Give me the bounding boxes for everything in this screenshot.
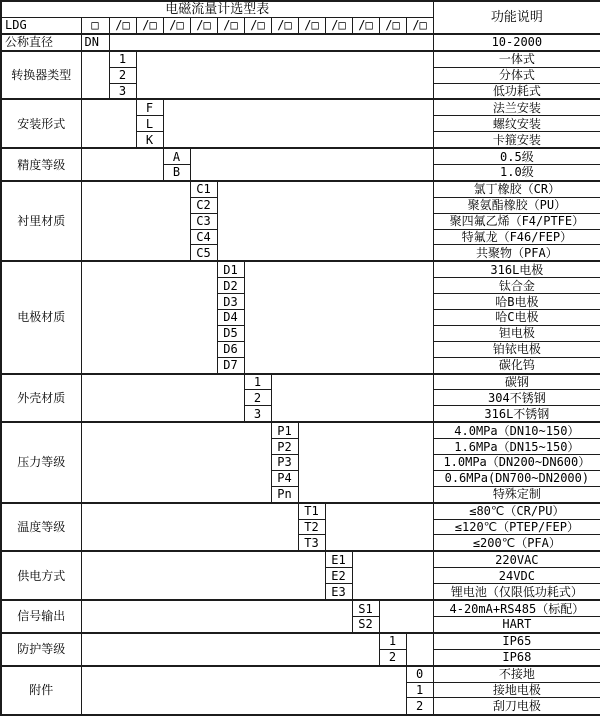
code-cell: D4 bbox=[217, 310, 244, 326]
code-cell: P1 bbox=[271, 422, 298, 438]
code-cell: D2 bbox=[217, 278, 244, 294]
empty-cell bbox=[352, 551, 433, 600]
desc-cell: 1.6MPa（DN15~150） bbox=[433, 439, 600, 455]
code-cell: T2 bbox=[298, 519, 325, 535]
empty-cell bbox=[217, 181, 433, 261]
desc-cell: 螺纹安装 bbox=[433, 116, 600, 132]
category-row bbox=[1, 99, 600, 115]
desc-cell: 钛合金 bbox=[433, 278, 600, 294]
code-cell: 1 bbox=[244, 374, 271, 390]
desc-cell: 共聚物（PFA） bbox=[433, 245, 600, 261]
code-cell: L bbox=[136, 116, 163, 132]
desc-cell: 刮刀电极 bbox=[433, 698, 600, 715]
code-cell: S2 bbox=[352, 616, 379, 632]
desc-cell: 碳化钨 bbox=[433, 357, 600, 373]
desc-cell: ≤80℃（CR/PU） bbox=[433, 503, 600, 519]
code-cell: 2 bbox=[109, 67, 136, 83]
code-cell: D3 bbox=[217, 294, 244, 310]
model-slot-box: /□ bbox=[136, 17, 163, 33]
category-row bbox=[1, 148, 600, 164]
category-label: 防护等级 bbox=[1, 633, 81, 666]
desc-cell: 4.0MPa（DN10~150） bbox=[433, 422, 600, 438]
empty-cell bbox=[81, 666, 406, 715]
category-row bbox=[1, 181, 600, 197]
code-cell: K bbox=[136, 132, 163, 148]
code-cell: 3 bbox=[109, 83, 136, 99]
model-slot-box: /□ bbox=[244, 17, 271, 33]
category-row bbox=[1, 551, 600, 567]
code-cell: C4 bbox=[190, 229, 217, 245]
empty-cell bbox=[109, 34, 433, 51]
desc-cell: 304不锈钢 bbox=[433, 390, 600, 406]
desc-cell: 聚氨酯橡胶（PU） bbox=[433, 197, 600, 213]
empty-cell bbox=[271, 374, 433, 423]
desc-cell: 220VAC bbox=[433, 551, 600, 567]
desc-cell: 特氟龙（F46/FEP） bbox=[433, 229, 600, 245]
desc-cell: 铂铱电极 bbox=[433, 341, 600, 357]
code-cell: Pn bbox=[271, 486, 298, 502]
empty-cell bbox=[163, 99, 433, 148]
code-cell: 2 bbox=[244, 390, 271, 406]
category-row bbox=[1, 503, 600, 519]
desc-cell: 锂电池（仅限低功耗式） bbox=[433, 584, 600, 600]
desc-cell: 一体式 bbox=[433, 51, 600, 67]
table-title: 电磁流量计选型表 bbox=[1, 1, 433, 17]
model-slot-box: /□ bbox=[298, 17, 325, 33]
category-label: 衬里材质 bbox=[1, 181, 81, 261]
code-cell: E1 bbox=[325, 551, 352, 567]
desc-cell: ≤120℃（PTEP/FEP） bbox=[433, 519, 600, 535]
code-cell: D1 bbox=[217, 261, 244, 277]
code-cell: C2 bbox=[190, 197, 217, 213]
desc-cell: HART bbox=[433, 616, 600, 632]
diameter-code: DN bbox=[81, 34, 109, 51]
diameter-label: 公称直径 bbox=[1, 34, 81, 51]
category-label: 附件 bbox=[1, 666, 81, 715]
empty-cell bbox=[81, 422, 271, 502]
desc-cell: 钽电极 bbox=[433, 325, 600, 341]
code-cell: B bbox=[163, 165, 190, 181]
code-cell: 1 bbox=[109, 51, 136, 67]
code-cell: P3 bbox=[271, 455, 298, 471]
category-label: 外壳材质 bbox=[1, 374, 81, 423]
model-slot-box: /□ bbox=[325, 17, 352, 33]
empty-cell bbox=[81, 551, 325, 600]
desc-cell: 碳钢 bbox=[433, 374, 600, 390]
empty-cell bbox=[325, 503, 433, 552]
empty-cell bbox=[81, 51, 109, 100]
desc-cell: ≤200℃（PFA） bbox=[433, 535, 600, 551]
desc-cell: 不接地 bbox=[433, 666, 600, 682]
category-label: 压力等级 bbox=[1, 422, 81, 502]
desc-cell: 316L电极 bbox=[433, 261, 600, 277]
model-slot-box: /□ bbox=[109, 17, 136, 33]
model-prefix: LDG bbox=[1, 17, 81, 33]
empty-cell bbox=[81, 148, 163, 181]
empty-cell bbox=[81, 99, 136, 148]
code-cell: 2 bbox=[379, 649, 406, 665]
code-cell: T3 bbox=[298, 535, 325, 551]
empty-cell bbox=[406, 633, 433, 666]
desc-cell: 分体式 bbox=[433, 67, 600, 83]
desc-cell: 法兰安装 bbox=[433, 99, 600, 115]
desc-cell: 1.0级 bbox=[433, 165, 600, 181]
desc-cell: IP65 bbox=[433, 633, 600, 649]
desc-cell: IP68 bbox=[433, 649, 600, 665]
model-slot-box: /□ bbox=[271, 17, 298, 33]
model-slot-box: /□ bbox=[379, 17, 406, 33]
model-slot-box: /□ bbox=[352, 17, 379, 33]
empty-cell bbox=[81, 374, 244, 423]
desc-cell: 哈B电极 bbox=[433, 294, 600, 310]
category-row bbox=[1, 666, 600, 682]
code-cell: F bbox=[136, 99, 163, 115]
diameter-desc: 10-2000 bbox=[433, 34, 600, 51]
category-row bbox=[1, 422, 600, 438]
desc-cell: 聚四氟乙烯（F4/PTFE） bbox=[433, 213, 600, 229]
empty-cell bbox=[136, 51, 433, 100]
empty-cell bbox=[81, 600, 352, 633]
desc-cell: 低功耗式 bbox=[433, 83, 600, 99]
desc-cell: 特殊定制 bbox=[433, 486, 600, 502]
desc-cell: 4-20mA+RS485（标配） bbox=[433, 600, 600, 616]
empty-cell bbox=[81, 261, 217, 373]
empty-cell bbox=[81, 633, 379, 666]
code-cell: 1 bbox=[379, 633, 406, 649]
category-label: 安装形式 bbox=[1, 99, 81, 148]
code-cell: 1 bbox=[406, 682, 433, 698]
code-cell: C1 bbox=[190, 181, 217, 197]
category-row bbox=[1, 374, 600, 390]
category-label: 精度等级 bbox=[1, 148, 81, 181]
code-cell: 3 bbox=[244, 406, 271, 422]
model-first-box: □ bbox=[81, 17, 109, 33]
code-cell: E3 bbox=[325, 584, 352, 600]
code-cell: C3 bbox=[190, 213, 217, 229]
empty-cell bbox=[244, 261, 433, 373]
empty-cell bbox=[190, 148, 433, 181]
code-cell: C5 bbox=[190, 245, 217, 261]
category-label: 电极材质 bbox=[1, 261, 81, 373]
model-slot-box: /□ bbox=[190, 17, 217, 33]
model-slot-box: /□ bbox=[217, 17, 244, 33]
code-cell: S1 bbox=[352, 600, 379, 616]
desc-cell: 哈C电极 bbox=[433, 310, 600, 326]
code-cell: 0 bbox=[406, 666, 433, 682]
empty-cell bbox=[81, 503, 298, 552]
code-cell: E2 bbox=[325, 568, 352, 584]
desc-cell: 316L不锈钢 bbox=[433, 406, 600, 422]
code-cell: P2 bbox=[271, 439, 298, 455]
category-row bbox=[1, 633, 600, 649]
category-label: 供电方式 bbox=[1, 551, 81, 600]
empty-cell bbox=[298, 422, 433, 502]
category-label: 转换器类型 bbox=[1, 51, 81, 100]
function-column-header: 功能说明 bbox=[433, 1, 600, 34]
code-cell: D7 bbox=[217, 357, 244, 373]
desc-cell: 24VDC bbox=[433, 568, 600, 584]
desc-cell: 氯丁橡胶（CR） bbox=[433, 181, 600, 197]
desc-cell: 0.6MPa(DN700~DN2000) bbox=[433, 470, 600, 486]
category-label: 信号输出 bbox=[1, 600, 81, 633]
category-label: 温度等级 bbox=[1, 503, 81, 552]
desc-cell: 卡箍安装 bbox=[433, 132, 600, 148]
model-slot-box: /□ bbox=[163, 17, 190, 33]
desc-cell: 1.0MPa（DN200~DN600） bbox=[433, 455, 600, 471]
empty-cell bbox=[81, 181, 190, 261]
code-cell: P4 bbox=[271, 470, 298, 486]
desc-cell: 接地电极 bbox=[433, 682, 600, 698]
code-cell: D5 bbox=[217, 325, 244, 341]
category-row bbox=[1, 600, 600, 616]
diameter-row bbox=[1, 34, 600, 51]
code-cell: T1 bbox=[298, 503, 325, 519]
code-cell: A bbox=[163, 148, 190, 164]
code-cell: D6 bbox=[217, 341, 244, 357]
desc-cell: 0.5级 bbox=[433, 148, 600, 164]
model-slot-box: /□ bbox=[406, 17, 433, 33]
code-cell: 2 bbox=[406, 698, 433, 715]
category-row bbox=[1, 51, 600, 67]
category-row bbox=[1, 261, 600, 277]
table-header-row bbox=[1, 1, 600, 17]
empty-cell bbox=[379, 600, 433, 633]
